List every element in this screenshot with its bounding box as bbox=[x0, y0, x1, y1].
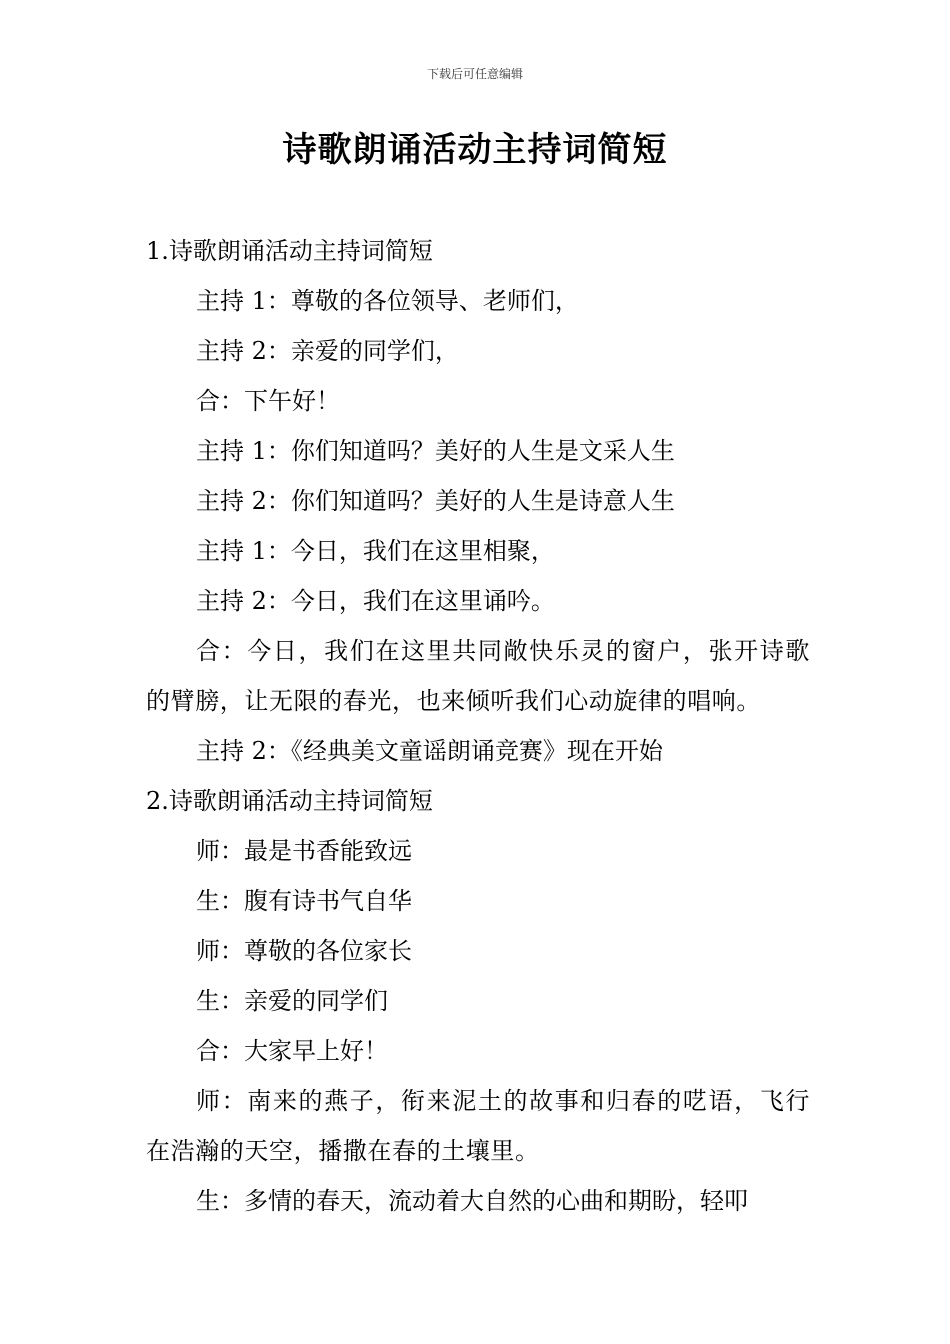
dialogue-paragraph: 合：今日，我们在这里共同敞快乐灵的窗户，张开诗歌的臂膀，让无限的春光，也来倾听我们心动旋律的唱响。 bbox=[146, 637, 810, 715]
dialogue-line: 生：多情的春天，流动着大自然的心曲和期盼，轻叩 bbox=[196, 1187, 748, 1215]
dialogue-line: 主持 2：今日，我们在这里诵吟。 bbox=[196, 587, 555, 615]
dialogue-line: 主持 1：尊敬的各位领导、老师们， bbox=[196, 287, 579, 315]
section-heading: 1.诗歌朗诵活动主持词简短 bbox=[146, 237, 433, 265]
dialogue-line: 生：腹有诗书气自华 bbox=[196, 887, 412, 915]
dialogue-line: 生：亲爱的同学们 bbox=[196, 987, 388, 1015]
dialogue-line: 合：下午好！ bbox=[196, 387, 340, 415]
dialogue-paragraph: 师：南来的燕子，衔来泥土的故事和归春的呓语，飞行在浩瀚的天空，播撒在春的土壤里。 bbox=[146, 1087, 810, 1165]
document-body bbox=[146, 226, 810, 1226]
header-note: 下载后可任意编辑 bbox=[426, 67, 523, 81]
dialogue-line: 师：最是书香能致远 bbox=[196, 837, 412, 865]
dialogue-line: 主持 2：亲爱的同学们， bbox=[196, 337, 459, 365]
dialogue-line: 师：尊敬的各位家长 bbox=[196, 937, 412, 965]
dialogue-line: 主持 2：你们知道吗？美好的人生是诗意人生 bbox=[196, 487, 675, 515]
dialogue-line: 合：大家早上好！ bbox=[196, 1037, 388, 1065]
dialogue-line: 主持 1：今日，我们在这里相聚， bbox=[196, 537, 555, 565]
section-heading: 2.诗歌朗诵活动主持词简短 bbox=[146, 787, 433, 815]
document-title: 诗歌朗诵活动主持词简短 bbox=[282, 130, 668, 170]
dialogue-line: 主持 2：《经典美文童谣朗诵竞赛》现在开始 bbox=[196, 737, 663, 765]
dialogue-line: 主持 1：你们知道吗？美好的人生是文采人生 bbox=[196, 437, 675, 465]
